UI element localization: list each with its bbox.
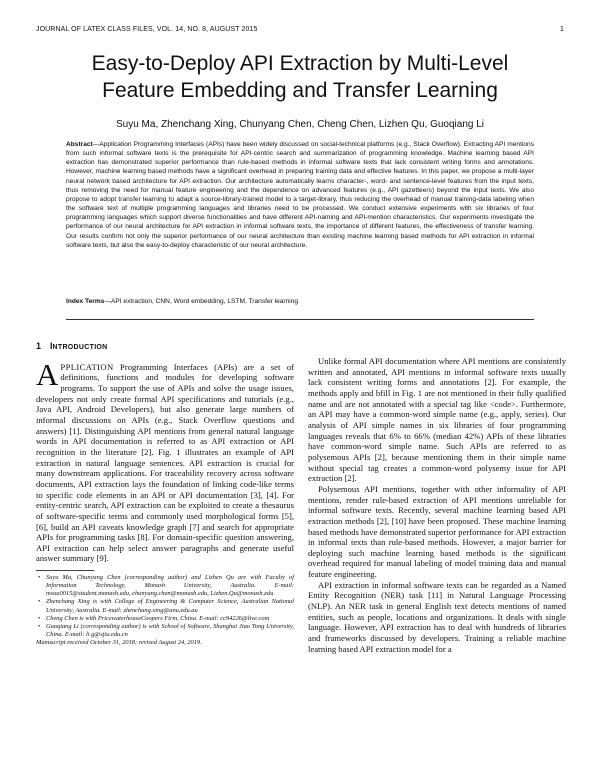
- running-header: [36, 26, 564, 38]
- bullet-icon: •: [38, 598, 41, 606]
- intro-paragraph-1-text: Programming Interfaces (APIs) are a set of definitions, functions and modules for developing software programs. To support the use of APIs and solve the usage issues, developers not only create formal API specifications and tutorials (e.g., Java API, Android Developers), but also generate large numbers of informal discussions on APIs (e.g., Stack Overflow questions and answers) [1]. Distinguishing API mentions from general natural language words in API documentation is referred to as API extraction or API recognition in the literature [2]. Fig. 1 illustrates an example of API extraction in natural language sentences. API extraction is crucial for many downstream applications. For traceability recovery across software documents, API extraction lays the foundation of linking code-like terms to specific code elements in an API or API documentation [3], [4]. For entity-centric search, API extraction can be exploited to create a thesaurus of software-specific terms and commonly used morphological forms [5], [6], build an API caveats knowledge graph [7] and search for appropriate APIs for programming tasks [8]. For domain-specific question answering, API extraction can help select answer paragraphs and generate useful answer summary [9].: [36, 361, 294, 564]
- title-line-2: Feature Embedding and Transfer Learning: [102, 79, 498, 102]
- intro-paragraph-4: API extraction in informal software texts can be regarded as a Named Entity Recognition (NER) task [11] in Natural Language Processing (NLP). An NER task in general English text detects mentions of named entities, such as people, locations and organizations. It deals with single language. However, API extraction has to deal with hundreds of libraries and frameworks discussed by developers. Training a reliable machine learning based API extraction model for a: [308, 579, 566, 654]
- drop-cap: A: [36, 356, 59, 392]
- footnote-text: Suyu Ma, Chunyang Chen (corresponding author) and Lizhen Qu are with Faculty of Information Technology, Monash University, Australia. E-mail: msuu0015@student.monash.edu, chunyang.chen@monash.edu, Lizhen.Qu@monash.edu: [46, 574, 294, 598]
- section-title-initial: I: [50, 341, 53, 351]
- footnote-text: Zhenchang Xing is with College of Engineering & Computer Science, Australian National University, Australia. E-mail: zhenchang.xing@anu.edu.au: [46, 598, 294, 614]
- section-heading: [36, 341, 294, 354]
- footnote-item: [36, 623, 294, 639]
- intro-paragraph-3: Polysemous API mentions, together with other informality of API mentions, render rule-based extraction of API mentions unreliable for informal software texts. Recently, several machine learning based API extraction methods [2], [10] have been proposed. These machine learning based methods have demonstrated superior performance for API extraction in informal texts than rule-based methods. However, a major barrier for deploying such machine learning based methods is the significant overhead required for manual labeling of model training data and manual feature engineering.: [308, 483, 566, 580]
- left-column: [36, 341, 294, 647]
- bullet-icon: •: [38, 614, 41, 622]
- footnote-text: Cheng Chen is with PricewaterhouseCoopers Firm, China. E-mail: cc94226@live.com: [46, 614, 270, 622]
- abstract-divider: [66, 319, 534, 320]
- right-column: [308, 356, 566, 654]
- bullet-icon: •: [38, 574, 41, 582]
- index-terms: [66, 298, 534, 305]
- journal-name: JOURNAL OF LATEX CLASS FILES, VOL. 14, NO. 8, AUGUST 2015: [36, 26, 258, 33]
- page-number: 1: [560, 26, 564, 33]
- author-list: Suyu Ma, Zhenchang Xing, Chunyang Chen, Cheng Chen, Lizhen Qu, Guoqiang Li: [115, 119, 485, 130]
- section-title-rest: NTRODUCTION: [52, 344, 108, 351]
- abstract-text: —Application Programming Interfaces (APIs) have been widely discussed on social-technical platforms (e.g., Stack Overflow). Extracting API mentions from such informal software texts is the prerequisite for API-centric search and summarization of programming knowledge. Machine learning based API extraction has demonstrated superior performance than rule-based methods in informal software texts that lack consistent writing forms and annotations. However, machine learning based methods have a significant overhead in preparing training data and effective features. In this paper, we propose a multi-layer neural network based architecture for API extraction. Our architecture automatically learns character-, word- and sentence-level features from the input texts, thus removing the need for manual feature engineering and the dependence on advanced features (e.g., API gazetteers) beyond the input texts. We also propose to adopt transfer learning to adapt a source-library-trained model to a target-library, thus reducing the overhead of manual training-data labeling when the software text of multiple programming languages and libraries need to be processed. We conduct extensive experiments with six libraries of four programming languages which support diverse functionalities and have different API-naming and API-mention characteristics. Our experiments investigate the performance of our neural architecture for API extraction in informal software texts, the importance of different features, the effectiveness of transfer learning. Our results confirm not only the superior performance of our neural architecture than existing machine learning based methods for API extraction in informal software texts, but also the easy-to-deploy characteristic of our neural architecture.: [66, 141, 534, 249]
- intro-paragraph-2: Unlike formal API documentation where API mentions are consistently written and annotated, API mentions in informal software texts usually lack consistent writing forms and annotations [2]. For example, the methods apply and bfill in Fig. 1 are not mentioned in their fully qualified name and are not annotated with a special tag like <code>. Furthermore, an API may have a common-word simple name (e.g., apply, series). Our analysis of API simple names in six libraries of four programming languages reveals that 6% to 66% (median 42%) APIs of these libraries have common-word simple name. Such APIs are referred to as polysemous APIs [2], because mentioning them in their simple name without special tag creates a common-word polysemy issue for API extraction [2].: [308, 356, 566, 484]
- abstract-label: Abstract: [66, 141, 93, 148]
- bullet-icon: •: [38, 622, 41, 630]
- paper-title: [40, 50, 560, 104]
- section-number: 1: [36, 341, 42, 351]
- footnote-text: Guoqiang Li (corresponding author) is with School of Software, Shanghai Jiao Tong University, China. E-mail: li.g@sjtu.edu.cn: [46, 622, 294, 638]
- lead-word: PPLICATION: [60, 361, 114, 372]
- index-terms-label: Index Terms: [66, 298, 105, 305]
- footnote-item: [36, 615, 294, 623]
- abstract: [66, 140, 534, 250]
- footnote-item: [36, 598, 294, 614]
- intro-paragraph-1: [36, 356, 294, 564]
- index-terms-text: —API extraction, CNN, Word embedding, LSTM, Transfer learning: [104, 298, 299, 305]
- manuscript-note: Manuscript received October 31, 2018; revised August 24, 2019.: [36, 638, 202, 646]
- title-line-1: Easy-to-Deploy API Extraction by Multi-Level: [91, 52, 509, 75]
- footnote-item: [36, 574, 294, 598]
- footnote-divider: [36, 570, 94, 571]
